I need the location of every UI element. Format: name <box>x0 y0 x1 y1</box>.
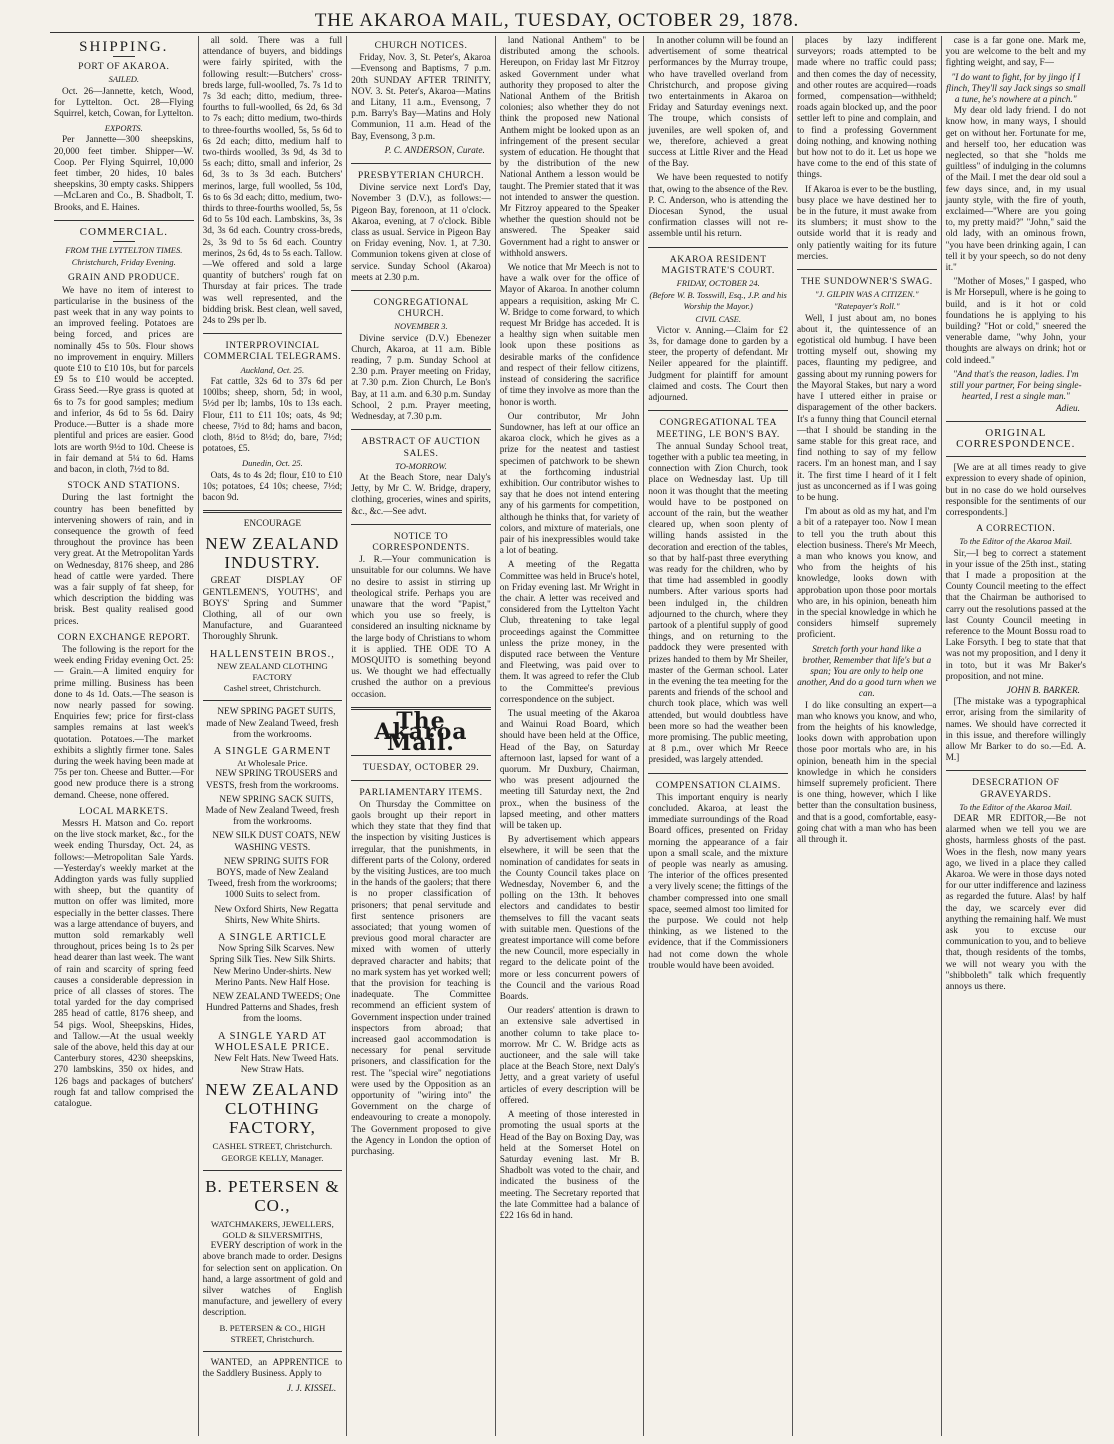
auckland-text: Fat cattle, 32s 6d to 37s 6d per 100lbs; sheep, shorn, 5d; in wool, 5½d per lb; lambs, 10s to 13s each. Flour, £11 to £11 10s; oats, 4s 9d; cheese, 7½d to 8d; hams and bacon, cloth, 8½d to 8½d; do, bare, 7½d; potatoes, £5. <box>202 376 343 455</box>
desecration-heading: DESECRATION OF GRAVEYARDS. <box>972 777 1060 800</box>
ad-boys: NEW SPRING SUITS FOR BOYS, made of New Zealand Tweed, fresh from the workrooms; 1000 Suits to select from. <box>207 856 337 901</box>
divider <box>203 1170 343 1171</box>
divider <box>648 410 788 411</box>
divider <box>797 269 937 270</box>
masthead-rule <box>50 32 1080 33</box>
article-anthem: land National Anthem" to be distributed among the schools. Hereupon, on Friday last Mr Fitzroy asked Government under what authority they proposed to alter the National Anthem of the British colonies; also whether they do not think the proposed new National Anthem might be looked upon as an infringement of the present secular system of education. He thought that by the distribution of the new National Anthem a lesson would be taught. The Premier stated that it was not intended to answer the question. Mr Fitzroy appeared to the Speaker whether the question should not be answered. The Speaker said Government had a right to answer or withhold answers. <box>499 36 640 259</box>
ad-single-article: A SINGLE ARTICLE <box>218 932 327 944</box>
sundowner-adieu: Adieu. <box>1055 403 1080 414</box>
ad-wholesale: At Wholesale Price. <box>237 758 308 769</box>
article-sale: Our readers' attention is drawn to an extensive sale advertised in another column to take place to-morrow. Mr C. W. Bridge acts as auctioneer, and the sale will take place at the Beach Store, next Daly's Jetty, and a great variety of useful articles of every description will be offered. <box>499 1006 640 1106</box>
ad-cashel: Cashel street, Christchurch. <box>223 683 321 694</box>
auckland-label: Auckland, Oct. 25. <box>240 364 305 375</box>
church-heading: CHURCH NOTICES. <box>374 40 468 51</box>
column-2 <box>199 36 348 1436</box>
exports-label: EXPORTS. <box>104 123 143 134</box>
article-sundowner-prize: Our contributor, Mr John Sundowner, has left at our office an akaroa clock, which he gives as a prize for the neatest and tastiest specimen of patchwork to be shewn at the forthcoming industrial exhibition. Our contributor wishes to say that he does not intend entering any of his garments for competition, although he thinks that, for variety of colors, and mixture of materials, one pair of his inexpressibles would take a lot of beating. <box>499 411 640 557</box>
local-heading: LOCAL MARKETS. <box>79 805 169 817</box>
sundowner-poem: Stretch forth your hand like a brother, Remember that life's but a span; You are only to help one another, And do a good turn when we can. <box>797 644 937 700</box>
article-troupe: In another column will be found an advertisement of some theatrical performances by the Murray troupe, who have travelled overland from Christchurch, and propose giving two entertainments in Akaroa on Friday and Saturday evenings next. The troupe, which consists of juveniles, are well spoken of, and we, therefore, achieved a great success at Little River and the Head of the Bay. <box>648 36 788 170</box>
stock-text: During the last fortnight the country has been benefitted by intervening showers of rain, and in consequence the growth of feed throughout the province has been very great. At the Metropolitan Yards on Wednesday, 8176 sheep, and 286 head of cattle were yarded. There was a fair supply of fat sheep, for which description the bidding was brisk. Best quality realised good prices. <box>54 493 194 627</box>
sundowner-cont-c: "Mother of Moses," I gasped, who is Mr Horsepull, where is he going to build, and is it hot or cold foundations he is applying to his building? "Hot or cold," sneered the venerable dame, "why John, your thoughts are always on drink; hot or cold indeed." <box>945 277 1086 366</box>
ad-tweeds: NEW ZEALAND TWEEDS; One Hundred Patterns and Shades, fresh from the looms. <box>206 992 341 1025</box>
article-road-board: The usual meeting of the Akaroa and Wainui Road Board, which should have been held at the Office, Head of the Bay, on Saturday afternoon last, lapsed for want of a quorum. Mr Duxbury, Chairman, who was present adjourned the meeting till Saturday next, the 2nd prox., when the business of the lapsed meeting, and other matters will be taken up. <box>499 708 640 832</box>
commercial-source: FROM THE LYTTELTON TIMES. <box>65 245 183 256</box>
ad-nz-clothing: NEW ZEALAND CLOTHING FACTORY, <box>205 1080 340 1138</box>
divider <box>351 524 491 525</box>
rm-date: FRIDAY, OCTOBER 24. <box>676 278 760 289</box>
correction-heading: A CORRECTION. <box>976 523 1056 535</box>
article-mayor: We notice that Mr Meech is not to have a walk over for the office of Mayor of Akaroa. In another column appears a requisition, asking Mr C. W. Bridge to come forward, to which request Mr Bridge has acceded. It is a healthy sign when suitable men look upon these positions as desirable marks of the confidence and respect of their fellow citizens, instead of considering the sacrifice of time they involve as more than the honor is worth. <box>499 263 640 408</box>
cong-heading: CONGREGATIONAL CHURCH. <box>373 297 469 320</box>
divider <box>648 773 788 774</box>
sundowner-sub: "J. GILPIN WAS A CITIZEN." <box>815 289 919 300</box>
rm-before: (Before W. B. Tosswill, Esq., J.P. and his Worship the Mayor.) <box>649 290 787 312</box>
abstract-heading: ABSTRACT OF AUCTION SALES. <box>361 436 481 459</box>
ad-watchmakers: WATCHMAKERS, JEWELLERS, GOLD & SILVERSMITHS, <box>210 1218 334 1241</box>
sailed-text: Oct. 26—Jannette, ketch, Wood, for Lyttelton. Oct. 28—Flying Squirrel, ketch, Cowan, for Lyttelton. <box>54 86 194 120</box>
shipping-heading: SHIPPING. <box>79 39 169 55</box>
sundowner-epigraph: "Ratepayer's Roll." <box>833 301 900 312</box>
ad-coats: NEW SILK DUST COATS, NEW WASHING VESTS. <box>212 831 341 853</box>
divider <box>946 770 1086 771</box>
article-confirmation: We have been requested to notify that, owing to the absence of the Rev. P. C. Anderson, who is attending the Diocesan Synod, the usual confirmation classes will not re-assemble until his return. <box>648 173 788 240</box>
corn-text: The following is the report for the week ending Friday evening Oct. 25:— Grain.—A limited enquiry for prime milling. Business has been done to 4s 1d. Oats.—The season is now nearly passed for sowing. Enquiries few; price for first-class samples remains at last week's quotation. Potatoes.—The market exhibits a slightly firmer tone. Sales during the week having been made at 75s per ton. Cheese and Butter.—For good new produce there is a strong demand. Cheese, none offered. <box>54 644 194 801</box>
column-6 <box>793 36 942 1436</box>
article-regatta: A meeting of the Regatta Committee was held in Bruce's hotel, on Friday evening last. Mr Wright in the chair. A letter was received and considered from the Lyttelton Yacht Club, threatening to take legal proceedings against the Committee unless the prize money, in the disputed race between the Venture and Fleetwing, was paid over to them. It was agreed to refer the Club to the Committee's previous correspondence on the subject. <box>499 560 640 705</box>
ad-hallenstein: HALLENSTEIN BROS., <box>209 648 335 660</box>
sundowner-closing-poem: "And that's the reason, ladies. I'm still your partner, For being single-hearted, I rest a single man." <box>949 369 1082 403</box>
corn-heading: CORN EXCHANGE REPORT. <box>57 631 191 643</box>
orig-note: [We are at all times ready to give expression to every shade of opinion, but in no case do we hold ourselves responsible for the sentiments of our correspondents.] <box>945 463 1086 518</box>
divider <box>203 700 343 701</box>
divider <box>113 241 135 242</box>
tea-heading: CONGREGATIONAL TEA MEETING, LE BON'S BAY. <box>656 417 780 440</box>
ad-sack: NEW SPRING SACK SUITS, Made of New Zealand Tweed, fresh from the workrooms. <box>205 794 340 828</box>
sundowner-cont-a: case is a far gone one. Mark me, you are welcome to the belt and my fighting weight, and say, F— <box>945 36 1086 69</box>
divider <box>203 333 343 334</box>
divider <box>946 421 1086 422</box>
ad-petersen: B. PETERSEN & CO., <box>205 1176 340 1215</box>
sundowner-text-3: I do like consulting an expert—a man who knows you know, and who, from the heights of his knowledge, looks down with approbation upon those poor mortals who are, in his opinion, beneath him in the special knowledge in which he considers himself supremely proficient. There is one thing, however, which I like better than the consultation business, and that is a good, comfortable, easy-going chat with a man who has been all through it. <box>796 700 937 846</box>
article-roads: places by lazy indifferent surveyors; roads attempted to be made where no traffic could pass; and then comes the day of necessity, and other routes are acquired—roads formed, compensation—withheld; roads again blocked up, and the poor settler left to pine and complain, and to find a professing Government doing nothing, and knowing nothing but how not to do it. Let us hope we have come to the end of this state of things. <box>796 36 937 181</box>
column-3 <box>347 36 496 1436</box>
ad-scarves: Now Spring Silk Scarves. New Spring Silk Ties. New Silk Shirts. New Merino Under-shirts. New Merino Pants. New Half Hose. <box>209 944 336 988</box>
paper-title: The Akaroa Mail. <box>374 707 468 757</box>
divider <box>648 247 788 248</box>
ad-single-yard: A SINGLE YARD AT WHOLESALE PRICE. <box>214 1030 330 1053</box>
church-text: Friday, Nov. 3, St. Peter's, Akaroa—Evensong and Baptisms, 7 p.m. 20th SUNDAY AFTER TRINITY, NOV. 3. St. Peter's, Akaroa—Matins and Litany, 11 a.m., Evensong, 7 p.m. Barry's Bay—Matins and Holy Communion, 11 a.m. Head of the Bay, Evensong, 3 p.m. <box>351 53 491 142</box>
correction-sign: JOHN B. BARKER. <box>1006 685 1080 696</box>
abstract-tomorrow: TO-MORROW. <box>395 460 447 471</box>
ad-factory: NEW ZEALAND CLOTHING FACTORY <box>217 660 328 682</box>
sailed-label: SAILED. <box>108 74 140 85</box>
comp-heading: COMPENSATION CLAIMS. <box>655 779 781 791</box>
ad-wanted: WANTED, an APPRENTICE to the Saddlery Business. Apply to <box>202 1358 343 1380</box>
commercial-heading: COMMERCIAL. <box>79 225 168 238</box>
divider <box>113 56 135 57</box>
ad-cashel-street: CASHEL STREET, Christchurch. <box>212 1141 333 1152</box>
ad-paget: NEW SPRING PAGET SUITS, made of New Zealand Tweed, fresh from the workrooms. <box>206 707 339 740</box>
ad-kissel: J. J. KISSEL. <box>286 1383 337 1394</box>
sundowner-text-2: I'm about as old as my hat, and I'm a bit of a ratepayer too. Now I mean to tell you the truth about this election business. There's Mr Meech, a man who knows you know, and who from the heights of his knowledge, looks down with approbation upon those poor mortals who are, in his opinion, beneath him in the special knowledge in which he considers himself supremely proficient. <box>796 507 937 641</box>
dunedin-label: Dunedin, Oct. 25. <box>242 458 303 469</box>
rm-civil: CIVIL CASE. <box>695 313 741 324</box>
divider <box>351 780 491 781</box>
divider <box>946 456 1086 457</box>
sundowner-heading: THE SUNDOWNER'S SWAG. <box>800 276 933 288</box>
ad-hats: New Felt Hats. New Tweed Hats. New Straw Hats. <box>214 1054 339 1076</box>
ad-single-garment: A SINGLE GARMENT <box>213 745 332 757</box>
article-county-council: By advertisement which appears elsewhere, it will be seen that the nomination of candidates for seats in the County Council takes place on Wednesday, November 6, and the polling on the 13th. It behoves electors and candidates to bestir themselves to fill the vacant seats with suitable men. Questions of the greatest importance will come before the new Council, more especially in regard to the delicate point of the more or less concurrent powers of the Council and the various Road Boards. <box>499 835 640 1003</box>
notice-heading: NOTICE TO CORRESPONDENTS. <box>372 530 470 553</box>
parl-text: On Thursday the Committee on gaols brought up their report in which they state that they find that the inspection by visiting Justices is irregular, that the punishments, in different parts of the Colony, ordered by the visiting Justices, are too much in the hands of the gaolers; that there is no proper classification of prisoners; that penal servitude and first sentence prisoners are associated; that young women of previous good moral character are mixed with women of utterly depraved character and habits; that no mark system has yet worked well; that the provision for teaching is inadequate. The Committee recommend an efficient system of Government inspection under trained inspectors from abroad; that increased gaol accommodation is necessary for penal servitude prisoners, and classification for the rest. The "special wire" negotiations were used by the Opposition as an opportunity of "wiring into" the Government on the charge of endeavouring to create a monopoly. The Government proposed to give the Agency in London the option of purchasing. <box>351 799 491 1158</box>
issue-date: TUESDAY, OCTOBER 29. <box>362 762 480 774</box>
stock-heading: STOCK AND STATIONS. <box>67 480 181 492</box>
parl-heading: PARLIAMENTARY ITEMS. <box>359 786 483 798</box>
divider <box>351 163 491 164</box>
presby-heading: PRESBYTERIAN CHURCH. <box>357 170 485 182</box>
presby-text: Divine service next Lord's Day, November 3 (D.V.), as follows:— Pigeon Bay, forenoon, at 11 o'clock. Akaroa, evening, at 7 o'clock. Bible class as usual. Service in Pigeon Bay on Friday evening, Nov. 1, at 7.30. Communion tokens given at close of service. Sunday School (Akaroa) meets at 2.30 p.m. <box>351 183 491 283</box>
newspaper-columns <box>50 36 1090 1436</box>
cong-date: NOVEMBER 3. <box>394 321 448 332</box>
grain-text: We have no item of interest to particularise in the business of the past week that in any way points to an improved feeling. Potatoes are being forced, and prices are nominally 45s to 50s. Flour shows no improvement in enquiry. Millers quote £10 to £10 10s, but for parcels £9 5s to £10 would be accepted. Grass Seed.—Rye grass is quoted at 6s to 7s for good samples; medium and inferior, 4s 6d to 5s 6d. Dairy Produce.—Butter is a shade more plentiful and prices are easier. Good lots are worth 9½d to 10d. Cheese is in fair demand at 5¼ to 6d. Hams and bacon, in cloth, 7½d to 8d. <box>54 285 194 475</box>
sundowner-text: Well, I just about am, no bones about it, the quintessence of an egotistical old humbug. I have been trotting myself out, showing my paces, flaunting my pedigree, and gassing about my running powers for the Mayoral Stakes, but nary a word have I uttered either in praise or disparagement of the other backers. It's a funny thing that Council eternal—that I should be standing in the same stable for this great race, and find nothing to say of my fellow racers. I'm an honest man, and I say it. The first time I heard of it I felt just as unconcerned as if I was going to be hung. <box>796 313 937 503</box>
ad-shirts: New Oxford Shirts, New Regatta Shirts, New White Shirts. <box>214 904 339 926</box>
column-1 <box>50 36 199 1436</box>
grain-heading: GRAIN AND PRODUCE. <box>67 272 180 284</box>
tea-text: The annual Sunday School treat, together with a public tea meeting, in connection with Zion Church, took place on Wednesday last. Up till noon it was thought that the meeting would have to be postponed on account of the rain, but the weather cleared up, when soon plenty of willing hands assisted in the decoration and erection of the tables, so that by half-past three everything was ready for the children, who by that time had assembled in goodly numbers. After various sports had been indulged in, the children adjourned to the church, where they partook of a plentiful supply of good things, and on returning to the paddock they were presented with prizes handed to them by Mr Sheiler, master of the German school. Later in the evening the tea meeting for the parents and friends of the school and church took place, which was well attended, but would doubtless have been more so had the weather been more promising. The public meeting, at 8 p.m., over which Mr Reece presided, was largely attended. <box>648 441 788 766</box>
correction-note: [The mistake was a typographical error, arising from the similarity of names. We should have corrected it in this issue, and therefore willingly allow Mr Barker to do so.—Ed. A. M.] <box>945 697 1086 764</box>
sundowner-verse: "I do want to fight, for by jingo if I flinch, They'll say Jack sings so small a tune, he's nowhere at a pinch." <box>945 72 1086 106</box>
correction-text: Sir,—I beg to correct a statement in your issue of the 25th inst., stating that I made a proposition at the County Council meeting to the effect that the Chairman be authorised to carry out the resolutions passed at the last County Council meeting in reference to the Mount Bossu road to Lake Forsyth. I beg to state that that was not my proposition, and I deny it in toto, but it was Mr Baker's proposition, and not mine. <box>945 548 1086 682</box>
rm-text: Victor v. Anning.—Claim for £2 3s, for damage done to garden by a steer, the property of defendant. Mr Neiler appeared for the plaintiff. Judgment for plaintiff for amount claimed and costs. The Court then adjourned. <box>648 325 788 404</box>
column-7 <box>942 36 1090 1436</box>
comp-text: This important enquiry is nearly concluded. Akaroa, at least the immediate surroundings of the Road Board offices, presented on Friday morning the appearance of a fair upon a small scale, and the mixture of people was nearly as amusing. The interior of the offices presented a very lively scene; the fittings of the chamber compressed into one small space, seemed almost too limited for the purpose. We could not help thinking, as we listened to the evidence, that if the Commissioners had not come down the whole trouble would have been avoided. <box>648 792 788 971</box>
column-4 <box>496 36 645 1436</box>
abstract-text: At the Beach Store, near Daly's Jetty, by Mr C. W. Bridge, drapery, clothing, groceries, wines and spirits, &c., &c.—See advt. <box>351 472 491 517</box>
ad-encourage: ENCOURAGE <box>243 519 302 530</box>
correction-to: To the Editor of the Akaroa Mail. <box>959 536 1073 547</box>
orig-heading: ORIGINAL CORRESPONDENCE. <box>956 426 1076 450</box>
notice-text: J. R.—Your communication is unsuitable for our columns. We have no desire to assist in stirring up theological strife. Perhaps you are unaware that the word "Papist," which you use so freely, is considered an insulting nickname by the large body of Christians to whom it is applied. THE ODE TO A MOSQUITO is something beyond us. We thought we had effectually crushed the author on a previous occasion. <box>351 555 491 700</box>
column-5 <box>644 36 793 1436</box>
divider <box>54 220 194 221</box>
rm-heading: AKAROA RESIDENT MAGISTRATE'S COURT. <box>661 253 775 276</box>
port-heading: PORT OF AKAROA. <box>78 61 170 73</box>
ad-industry: NEW ZEALAND INDUSTRY. <box>205 534 340 573</box>
desecration-text: DEAR MR EDITOR,—Be not alarmed when we tell you we are ghosts, harmless ghosts of the past. Woes in the flesh, now many years ago, we lived in a place they called Akaroa. We were in those days noted for our utter indifference and laziness as regarded the future. Alas! by half the day, we scarcely ever did anything the remaining half. We must ask you to excuse our communication to you, and to believe that, though residents of the tombs, we will not weary you with the "shibboleth" talk which frequently annoys us there. <box>945 814 1087 993</box>
ad-manager: GEORGE KELLY, Manager. <box>221 1152 324 1163</box>
market-text: all sold. There was a full attendance of buyers, and biddings were fairly spirited, with the following result:—Butchers' cross-breds large, full-woolled, 7s. 7s 1d to 7s 3d each; ditto, medium, three-fourths to full-woolled, 6s 2d, 6s 3d to 7s each; ditto medium, two-thirds to three-fourths woolled, 5s, 5s 6d to 6s 2d each; ditto, medium half to two-thirds woolled, 3s 9d, 4s 3d to 5s each; ditto, small and inferior, 2s 6d, 3s to 3s 3d each. Butchers' merinos, large, full woolled, 5s 10d, 6s to 6s 3d each; ditto, medium, two-thirds to three-fourths woolled, 5s, 5s 6d to 5s 10d each. Lambskins, 3s, 3s 3d, 3s 6d each. Country cross-breds, 2s, 3s 9d to 5s 6d each. Country merinos, 2s 6d, 4s to 5s each. Tallow.—We offered and sold a large quantity of butchers' rough fat on Thursday at fair prices. The trade was well represented, and the bidding brisk. Best clean, well saved, 24s to 29s per lb. <box>202 36 343 327</box>
sundowner-cont-b: My dear old lady friend. I do not know how, in many ways, I should get on without her. Fortunate for me, and herself too, her education was neglected, so that she "holds me guiltless" of indulging in the columns of the Mail. I met the dear old soul a few days since, and, in my usual jaunty style, with the fire of youth, exclaimed—"Where are you going to, my pretty maid?" "John," said the old lady, with an ominous frown, "you have been drinking again, I can tell it by your speech, so do not deny it." <box>945 106 1086 274</box>
article-sports: A meeting of those interested in promoting the usual sports at the Head of the Bay on Boxing Day, was held at the Somerset Hotel on Saturday evening last. Mr B. Shadbolt was voted to the chair, and indicated the business of the meeting. The Secretary reported that the late Committee had a balance of £22 16s 6d in hand. <box>499 1110 640 1221</box>
local-text: Messrs H. Matson and Co. report on the live stock market, &c., for the week ending Thursday, Oct. 24, as follows:—Metropolitan Sale Yards.—Yesterday's weekly market at the Addington yards was fully supplied with sheep, but the quantity of mutton on offer was limited, more especially in the better classes. There was a large attendance of buyers, and mutton sold remarkably well throughout, prices being 1s to 2s per head dearer than last week. The want of rain and scarcity of spring feed causes a considerable depression in price of all classes of stores. The total yarded for the day comprised 285 head of cattle, 8176 sheep, and 54 pigs. Wool, Sheepskins, Hides, and Tallow.—At the usual weekly sale of the above, held this day at our Canterbury stores, 4230 sheepskins, 270 lambskins, 350 ox hides, and 126 bags and packages of butchers' rough fat and tallow comprised the catalogue. <box>54 819 194 1110</box>
ad-trousers: NEW SPRING TROUSERS and VESTS, fresh from the workrooms. <box>206 769 339 791</box>
masthead: THE AKAROA MAIL, TUESDAY, OCTOBER 29, 1878. <box>314 10 800 31</box>
ad-great-display: GREAT DISPLAY OF GENTLEMEN'S, YOUTHS', and BOYS' Spring and Summer Clothing, all of our own Manufacture, and Guaranteed Thoroughly Shrunk. <box>202 576 343 643</box>
divider <box>203 510 343 513</box>
commercial-date: Christchurch, Friday Evening. <box>71 257 176 268</box>
exports-text: Per Jannette—300 sheepskins, 20,000 feet timber. Shipper—W. Coop. Per Flying Squirrel, 10,000 feet timber, 20 hides, 10 bales sheepskins, 30 empty casks. Shippers—McLaren and Co., B. Shadbolt, T. Brooks, and E. Haines. <box>54 135 194 213</box>
church-sign: P. C. ANDERSON, Curate. <box>384 145 485 156</box>
interprovincial-heading: INTERPROVINCIAL COMMERCIAL TELEGRAMS. <box>203 340 342 363</box>
divider <box>351 290 491 291</box>
article-akaroa-future: If Akaroa is ever to be the bustling, busy place we have destined her to be in the future, it must awake from its slumbers; it must show to the outside world that it is ready and only patiently waiting for its future mercies. <box>796 184 937 262</box>
ad-petersen-text: EVERY description of work in the above branch made to order. Designs for selection sent on application. On hand, a large assortment of gold and silver watches of English manufacture, and jewellery of every description. <box>202 1241 343 1319</box>
ad-petersen-sign: B. PETERSEN & CO., HIGH STREET, Christchurch. <box>219 1322 326 1344</box>
desecration-to: To the Editor of the Akaroa Mail. <box>959 801 1073 812</box>
dunedin-text: Oats, 4s to 4s 2d; flour, £10 to £10 10s; potatoes, £4 10s; cheese, 7½d; bacon 9d. <box>202 470 343 503</box>
divider <box>203 1351 343 1352</box>
divider <box>351 429 491 430</box>
cong-text: Divine service (D.V.) Ebenezer Church, Akaroa, at 11 a.m. Bible reading, 7 p.m. Sunday School at 2.30 p.m. Prayer meeting on Friday, at 7.30 p.m. Zion Church, Le Bon's Bay, at 11 a.m. and 6.30 p.m. Sunday School, 2 p.m. Prayer meeting, Wednesday, at 7.30 p.m. <box>351 333 491 423</box>
